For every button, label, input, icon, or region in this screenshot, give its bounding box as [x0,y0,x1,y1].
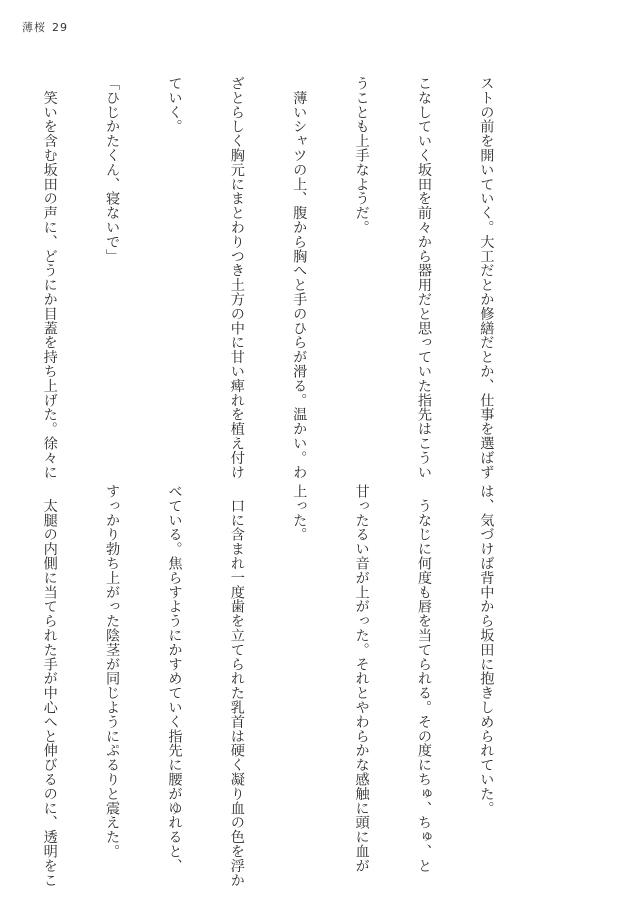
text-line: ストの前を開いていく。大工だとか修繕だとか、仕事を選ばず [478,76,495,480]
text-line: は、気づけば背中から坂田に抱きしめられていた。 [478,484,495,816]
text-line: ざとらしく胸元にまとわりつき土方の中に甘い痺れを植え付け [228,76,245,480]
page-number: 29 [52,21,68,34]
text-line: 「ひじかたくん、寝ないで」 [104,76,121,264]
text-line: ていく。 [166,76,183,134]
text-line: べている。焦らすようにかすめていく指先に腰がゆれると、 [166,484,183,873]
text-line: 上った。 [291,484,308,542]
page-header [22,19,74,35]
text-line: 口に含まれ一度歯を立てられた乳首は硬く凝り血の色を浮か [228,484,245,888]
text-line: 太腿の内側に当てられた手が中心へと伸びるのに、透明をこ [41,484,58,888]
text-line: 甘ったるい音が上がった。それとやわらかな感触に頭に血が [353,484,370,873]
text-line: 笑いを含む坂田の声に、どうにか目蓋を持ち上げた。徐々に [41,76,58,480]
text-line: こなしていく坂田を前々から器用だと思っていた指先はこうい [416,76,433,480]
lower-text-block [41,484,538,888]
text-line: すっかり勃ち上がった陰茎が同じようにぷるりと震えた。 [104,484,121,859]
book-title: 薄桜 [22,21,46,34]
upper-text-block [41,76,538,480]
text-line: うことも上手なようだ。 [353,76,370,235]
text-line: うなじに何度も唇を当てられる。その度にちゅ、ちゅ、と [416,484,433,873]
text-line: 薄いシャツの上、腹から胸へと手のひらが滑る。温かい。わ [291,76,308,480]
